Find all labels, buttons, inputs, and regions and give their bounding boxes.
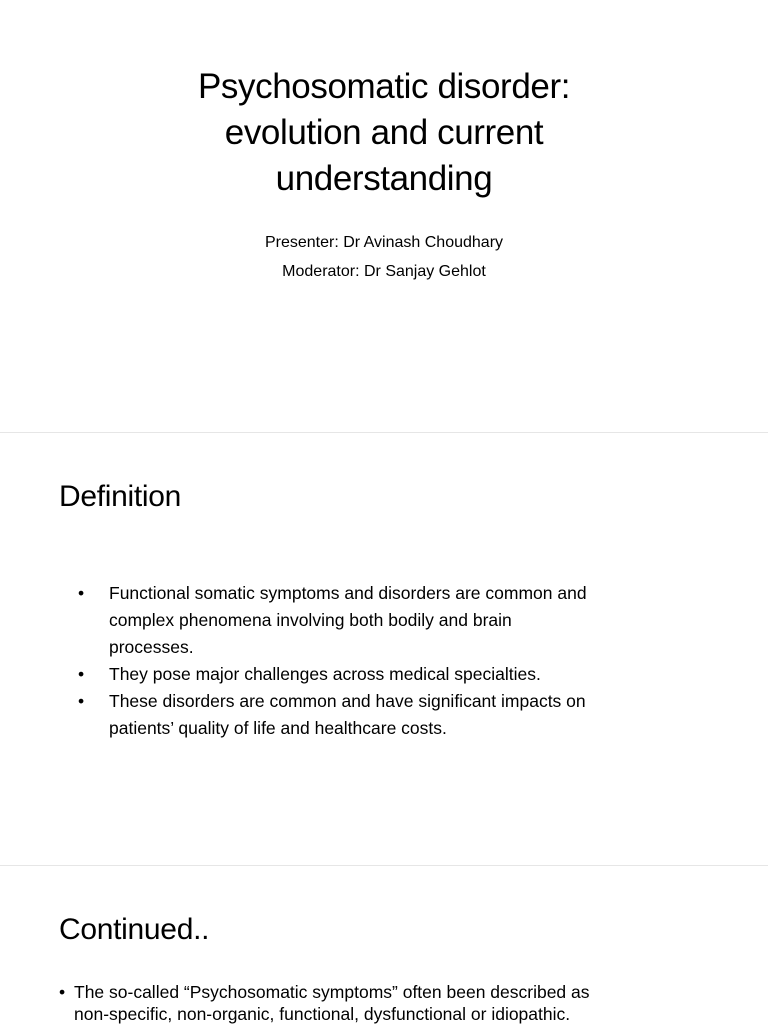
bullet-text-line: The so-called “Psychosomatic symptoms” often been described as	[74, 982, 590, 1002]
moderator-line: Moderator: Dr Sanjay Gehlot	[282, 263, 486, 280]
continued-slide	[0, 866, 768, 1024]
bullet-text-line: patients’ quality of life and healthcare costs.	[109, 718, 447, 738]
bullet-item	[78, 661, 698, 688]
bullet-list	[59, 981, 719, 1024]
title-line: evolution and current	[224, 113, 544, 152]
presenter-info	[84, 228, 684, 286]
bullet-item	[78, 580, 698, 661]
title-slide	[0, 0, 768, 432]
presenter-line: Presenter: Dr Avinash Choudhary	[264, 234, 504, 251]
slide-heading: Definition	[59, 480, 182, 513]
bullet-text-line: processes.	[109, 637, 194, 657]
bullet-icon: •	[78, 583, 85, 603]
bullet-text-line: Functional somatic symptoms and disorders are common and	[109, 583, 587, 603]
definition-slide	[0, 433, 768, 865]
slide-heading: Continued..	[59, 913, 210, 946]
title-line: Psychosomatic disorder:	[197, 67, 571, 106]
bullet-item	[78, 688, 698, 742]
bullet-text-line: They pose major challenges across medical specialties.	[109, 664, 541, 684]
title-line: understanding	[275, 159, 493, 198]
bullet-icon: •	[59, 982, 66, 1002]
bullet-item	[59, 981, 719, 1024]
bullet-icon: •	[78, 664, 85, 684]
bullet-text-line: These disorders are common and have significant impacts on	[109, 691, 586, 711]
bullet-text-line: complex phenomena involving both bodily and brain	[109, 610, 512, 630]
presentation-title	[84, 64, 684, 202]
bullet-list	[78, 580, 698, 742]
bullet-icon: •	[78, 691, 85, 711]
bullet-text-line: non-specific, non-organic, functional, dysfunctional or idiopathic.	[74, 1004, 571, 1024]
